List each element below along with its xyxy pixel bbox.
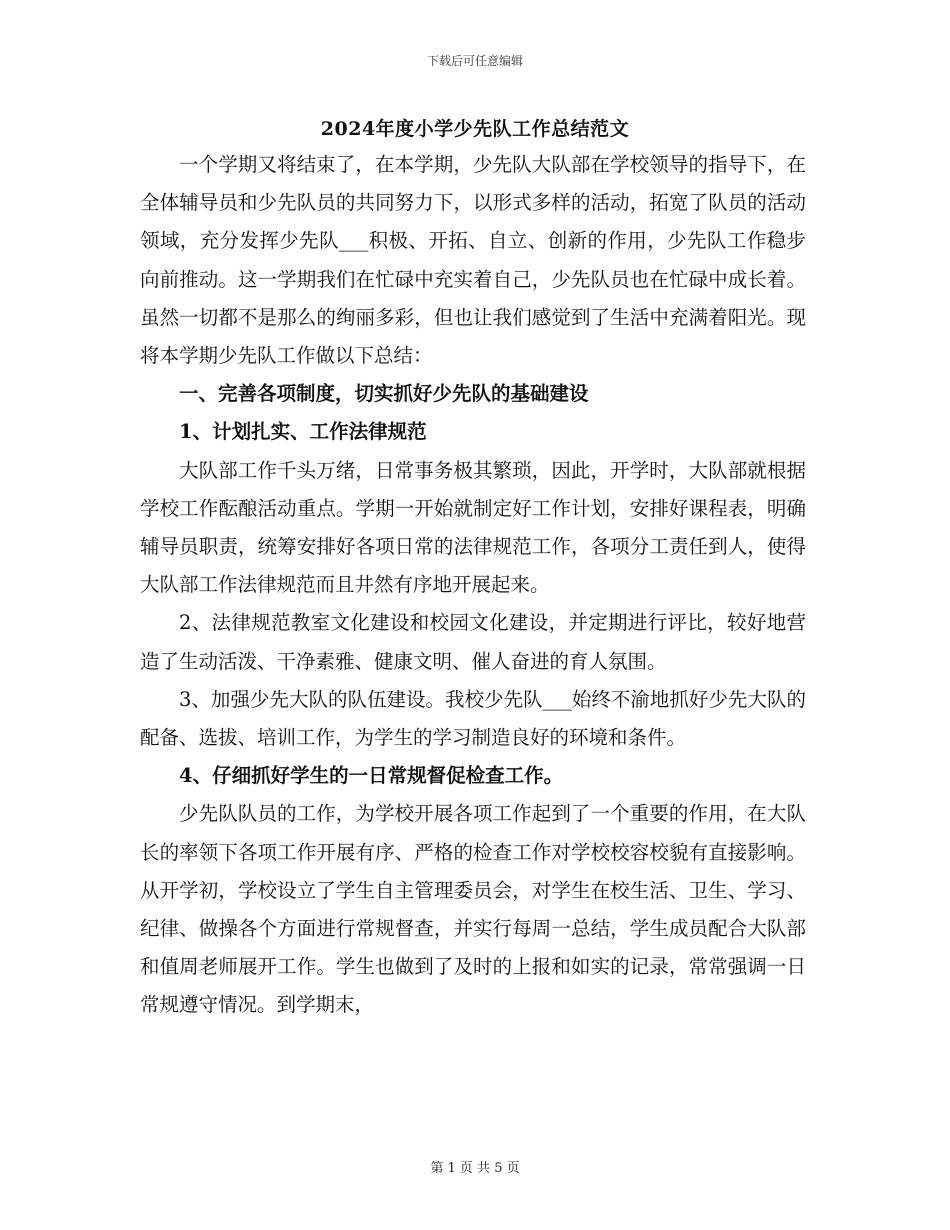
intro-paragraph: 一个学期又将结束了，在本学期，少先队大队部在学校领导的指导下，在全体辅导员和少先队员的共同努力下，以形式多样的活动，拓宽了队员的活动领域，充分发挥少先队___积极、开拓、自立、创新的作用，少先队工作稳步向前推动。这一学期我们在忙碌中充实着自己，少先队员也在忙碌中成长着。虽然一切都不是那么的绚丽多彩，但也让我们感觉到了生活中充满着阳光。现将本学期少先队工作做以下总结： <box>140 153 806 368</box>
body-paragraph: 3、加强少先大队的队伍建设。我校少先队___始终不渝地抓好少先大队的配备、选拔、培训工作，为学生的学习制造良好的环境和条件。 <box>140 687 806 750</box>
body-paragraph: 大队部工作千头万绪，日常事务极其繁琐，因此，开学时，大队部就根据学校工作酝酿活动重点。学期一开始就制定好工作计划，安排好课程表，明确辅导员职责，统筹安排好各项日常的法律规范工作，各项分工责任到人，使得大队部工作法律规范而且井然有序地开展起来。 <box>140 458 806 597</box>
body-paragraph: 2、法律规范教室文化建设和校园文化建设，并定期进行评比，较好地营造了生动活泼、干净素雅、健康文明、催人奋进的育人氛围。 <box>140 611 806 673</box>
subsection-heading-1: 1、计划扎实、工作法律规范 <box>179 420 427 444</box>
section-heading-1: 一、完善各项制度，切实抓好少先队的基础建设 <box>179 382 589 406</box>
document-body <box>140 146 806 1025</box>
document-title: 2024年度小学少先队工作总结范文 <box>320 118 630 140</box>
page-header-note: 下载后可任意编辑 <box>426 54 523 68</box>
body-paragraph: 少先队队员的工作，为学校开展各项工作起到了一个重要的作用，在大队长的率领下各项工作开展有序、严格的检查工作对学校校容校貌有直接影响。从开学初，学校设立了学生自主管理委员会，对学生在校生活、卫生、学习、纪律、做操各个方面进行常规督查，并实行每周一总结，学生成员配合大队部和值周老师展开工作。学生也做到了及时的上报和如实的记录，常常强调一日常规遵守情况。到学期末， <box>140 802 806 1017</box>
page-number-footer: 第 1 页 共 5 页 <box>430 1161 520 1176</box>
subsection-heading-4: 4、仔细抓好学生的一日常规督促检查工作。 <box>179 764 564 788</box>
